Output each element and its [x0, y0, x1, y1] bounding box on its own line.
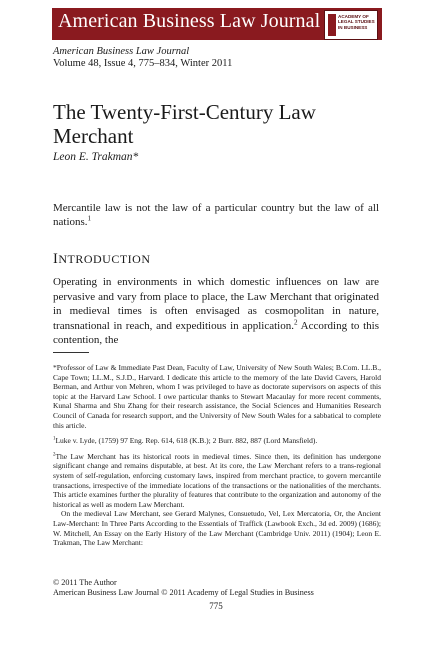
journal-banner [52, 8, 382, 40]
logo-mark-icon [328, 14, 336, 36]
footnote-marker: 2 [53, 452, 56, 458]
epigraph-text: Mercantile law is not the law of a particular country but the law of all nations. [53, 202, 379, 228]
footnote-1-text: Luke v. Lyde, (1759) 97 Eng. Rep. 614, 618 (K.B.); 2 Burr. 882, 887 (Lord Mansfield). [55, 436, 318, 446]
heading-initial: I [53, 251, 59, 267]
footnote-2 [53, 452, 381, 510]
footnote-marker: 1 [53, 436, 56, 442]
body-text-continued: According to this contention, the [53, 319, 379, 347]
body-text: Operating in environments in which domestic influences on law are pervasive and vary from place to place, the Law Merchant that originated in medieval times is often envisaged as cosmopolitan in nature, transnational in reach, and expeditious in application. [53, 276, 379, 332]
footnote-marker: 1 [87, 214, 92, 223]
footnote-marker: 2 [294, 318, 298, 327]
journal-copyright-line: American Business Law Journal © 2011 Academy of Legal Studies in Business [53, 588, 314, 597]
footnote-star: *Professor of Law & Immediate Past Dean, Faculty of Law, University of New South Wales; B.Com. LL.B., Cape Town; LL.M., S.J.D., Harvard. I dedicate this article to the memory of the late David Cavers, Harold Berman, and Arthur von Mehren, whom I was privileged to have as doctorate supervisors on aspects of this topic at the Harvard Law School. I owe particular thanks to Stewart Macaulay for more recent comments, Kunal Sharma and Shu Zhang for their research assistance, the Social Sciences and Humanities Research Council of Canada for research support, and the University of New South Wales for a sabbatical to complete this article. [53, 363, 381, 430]
article-meta [53, 46, 232, 70]
section-heading [53, 251, 151, 268]
logo-text: ACADEMY OF LEGAL STUDIES IN BUSINESS [338, 14, 375, 30]
alsb-logo [324, 10, 378, 40]
footnote-2-continued: On the medieval Law Merchant, see Gerard Malynes, Consuetudo, Vel, Lex Mercatoria, Or, the Ancient Law-Merchant: In Three Parts According to the Essentials of Traffick (Lawbook Exch., 3d ed. 2009) (1686); W. Mitchell, An Essay on the Early History of the Law Merchant (Cambridge Univ. 2011) (1904); Leon E. Trakman, The Law Merchant: [53, 509, 381, 548]
banner-title: American Business Law Journal [58, 10, 321, 32]
page-footer [53, 578, 314, 598]
page-number: 775 [209, 601, 223, 611]
footnote-rule [53, 352, 89, 353]
footnotes [53, 363, 381, 548]
copyright-line: © 2011 The Author [53, 578, 117, 587]
volume-line: Volume 48, Issue 4, 775–834, Winter 2011 [53, 58, 233, 69]
footnote-1 [53, 436, 381, 446]
heading-rest: NTRODUCTION [58, 252, 151, 266]
footnote-2-text: The Law Merchant has its historical roots in medieval times. Since then, its definition has undergone significant change and remains disputable, at best. At its core, the Law Merchant refers to a trans-regional system of self-regulation, enforcing customary laws, inspired from merchant practice, to govern mercantile transactions, irrespective of the immediate locations of the transactions or the nationalities of the merchants. This article examines further the plurality of features that contribute to the organization and autonomy of the historical as well as modern Law Merchant. [53, 451, 381, 509]
epigraph [53, 201, 379, 229]
article-title: The Twenty-First-Century Law Merchant [53, 100, 316, 148]
journal-name: American Business Law Journal [53, 46, 190, 57]
body-paragraph [53, 275, 379, 348]
article-author: Leon E. Trakman* [53, 151, 139, 163]
